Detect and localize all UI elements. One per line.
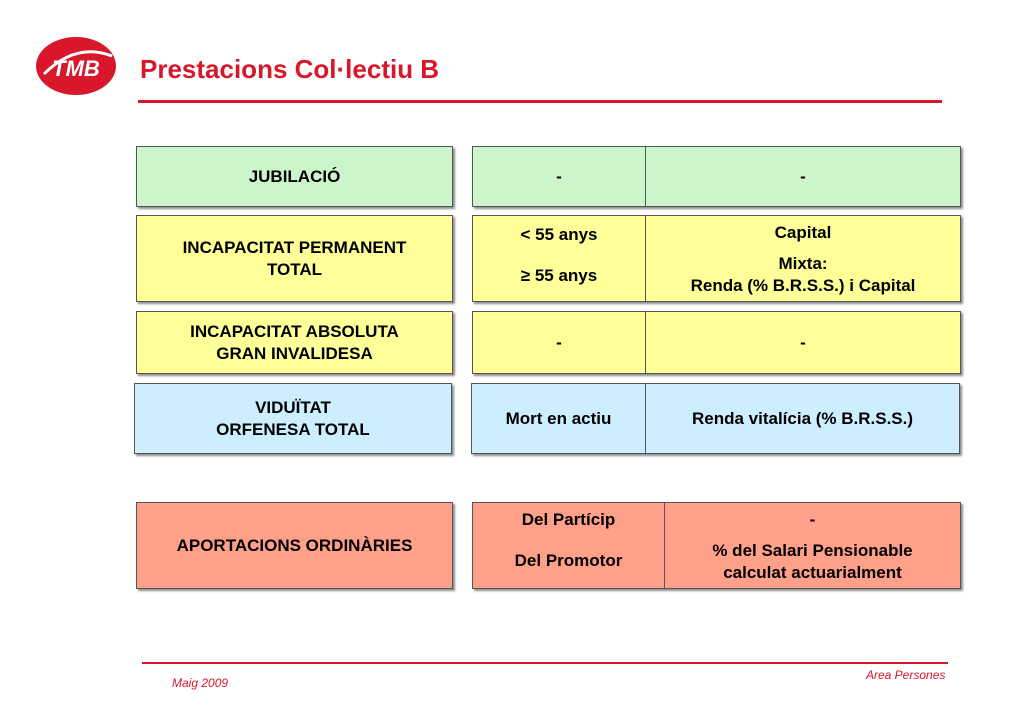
participant-amount: -	[809, 510, 816, 529]
label-jubilacio	[136, 146, 453, 207]
label-viduitat	[134, 383, 452, 454]
values-incapacitat-permanent	[472, 215, 961, 302]
promoter-amount-line1: % del Salari Pensionable	[712, 541, 913, 560]
title-divider	[138, 100, 942, 103]
benefit-mixta-line2: Renda (% B.R.S.S.) i Capital	[690, 276, 916, 295]
viduitat-label-line2: ORFENESA TOTAL	[216, 419, 370, 439]
tmb-logo	[34, 34, 118, 98]
footer-department: Area Persones	[866, 668, 946, 682]
label-aportacions	[136, 502, 453, 589]
incapacitat-absoluta-label-line2: GRAN INVALIDESA	[216, 343, 373, 363]
incapacitat-permanent-col2	[645, 216, 960, 301]
jubilacio-col2: -	[645, 147, 960, 206]
benefit-mixta-line1: Mixta:	[778, 254, 828, 273]
incapacitat-absoluta-col1: -	[556, 332, 562, 352]
age-under-55: < 55 anys	[520, 225, 598, 244]
aportacions-col2	[664, 503, 960, 588]
promoter-contribution: Del Promotor	[514, 551, 623, 570]
incapacitat-absoluta-label	[137, 312, 452, 373]
benefit-mixta	[691, 253, 916, 297]
viduitat-col1: Mort en actiu	[505, 408, 612, 428]
incapacitat-permanent-col1	[473, 216, 645, 301]
aportacions-col1	[473, 503, 664, 588]
footer-divider	[142, 662, 948, 664]
jubilacio-label: JUBILACIÓ	[248, 166, 341, 186]
values-incapacitat-absoluta	[472, 311, 961, 374]
values-aportacions	[472, 502, 961, 589]
incapacitat-permanent-label-line1: INCAPACITAT PERMANENT	[182, 237, 407, 257]
participant-contribution: Del Partícip	[521, 510, 616, 529]
values-jubilacio	[472, 146, 961, 207]
label-incapacitat-absoluta	[136, 311, 453, 374]
incapacitat-absoluta-col2: -	[645, 312, 960, 373]
promoter-amount-line2: calculat actuarialment	[723, 563, 902, 582]
values-viduitat	[471, 383, 960, 454]
footer-date: Maig 2009	[172, 676, 229, 690]
viduitat-label-line1: VIDUÏTAT	[255, 397, 331, 417]
incapacitat-absoluta-label-line1: INCAPACITAT ABSOLUTA	[190, 321, 399, 341]
incapacitat-permanent-label	[137, 216, 452, 301]
jubilacio-col1: -	[556, 166, 562, 186]
promoter-amount	[712, 540, 912, 584]
logo-text: TMB	[52, 56, 100, 81]
viduitat-col2: Renda vitalícia (% B.R.S.S.)	[645, 384, 959, 453]
incapacitat-permanent-label-line2: TOTAL	[266, 259, 323, 279]
viduitat-label	[135, 384, 451, 453]
benefit-capital: Capital	[774, 223, 832, 242]
aportacions-label: APORTACIONS ORDINÀRIES	[176, 535, 413, 555]
label-incapacitat-permanent	[136, 215, 453, 302]
page-title: Prestacions Col·lectiu B	[140, 54, 440, 84]
age-55-or-more: ≥ 55 anys	[520, 266, 598, 285]
